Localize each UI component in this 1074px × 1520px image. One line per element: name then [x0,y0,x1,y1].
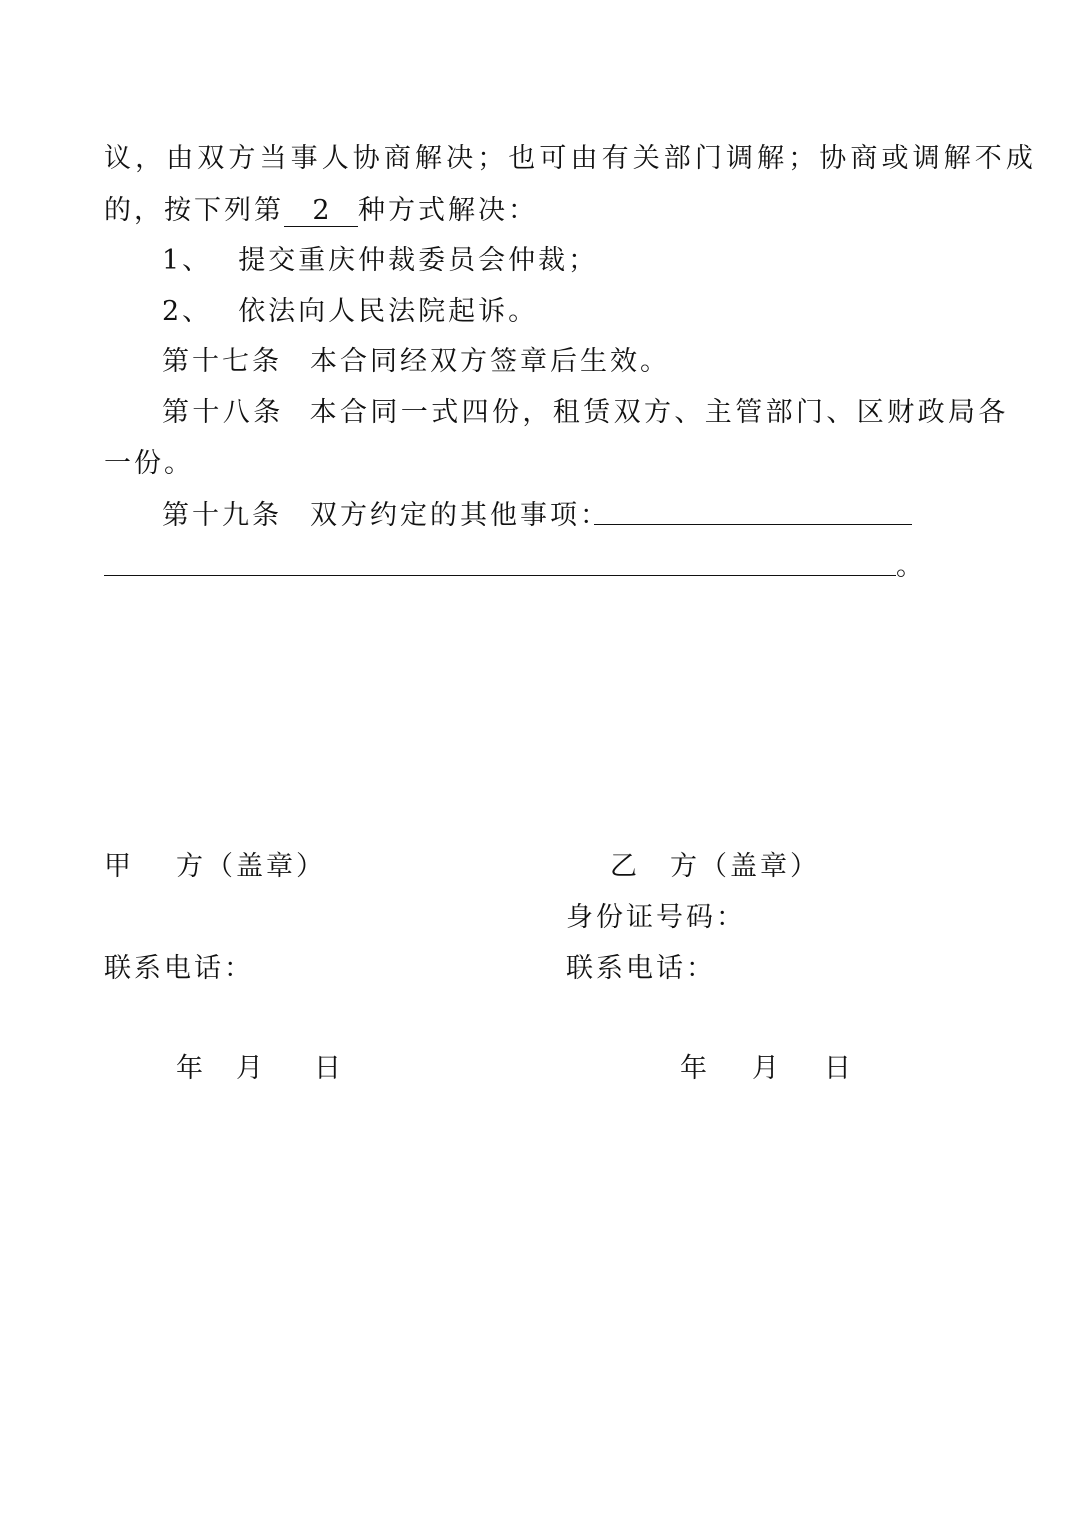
other-matters-blank-1 [594,524,912,525]
party-a-month: 月 [236,1053,266,1084]
option-2-number: 2、 [162,296,213,327]
article-18 [162,396,1009,430]
option-1-text: 提交重庆仲裁委员会仲裁； [238,245,599,276]
party-b-seal [610,850,820,884]
article-19 [162,499,610,533]
article-19-text: 双方约定的其他事项： [310,500,610,531]
party-a-phone-label: 联系电话： [104,953,254,984]
article-17 [162,345,670,379]
party-b-date [680,1052,854,1086]
id-number-label: 身份证号码： [566,902,746,933]
option-1 [162,244,598,278]
party-a-year: 年 [176,1053,206,1084]
option-2-text: 依法向人民法院起诉。 [238,296,539,327]
party-a-char: 甲 [104,851,134,882]
article-18-text: 本合同一式四份，租赁双方、主管部门、区财政局各 [309,397,1009,428]
party-a-day: 日 [314,1053,344,1084]
party-b-char: 乙 [610,851,640,882]
article-17-label: 第十七条 [162,346,282,377]
party-b-month: 月 [752,1053,782,1084]
party-a-seal-label: 方（盖章） [176,851,326,882]
paragraph-line-2 [104,194,538,228]
other-matters-blank-2 [104,575,896,576]
method-number-blank: 2 [284,196,358,227]
article-17-text: 本合同经双方签章后生效。 [310,346,670,377]
party-b-day: 日 [824,1053,854,1084]
line2-suffix: 种方式解决： [358,195,538,226]
party-a-date [176,1052,344,1086]
article-19-label: 第十九条 [162,500,282,531]
party-b-phone-label: 联系电话： [566,953,716,984]
article-19-end-mark: 。 [896,551,926,582]
option-1-number: 1、 [162,245,213,276]
article-18-label: 第十八条 [162,397,284,428]
line2-prefix: 的，按下列第 [104,195,284,226]
paragraph-line-1: 议，由双方当事人协商解决；也可由有关部门调解；协商或调解不成 [104,143,1037,174]
article-18-continued: 一份。 [104,448,194,479]
party-b-year: 年 [680,1053,710,1084]
party-a-seal [104,850,326,884]
option-2 [162,295,538,329]
party-b-seal-label: 方（盖章） [670,851,820,882]
